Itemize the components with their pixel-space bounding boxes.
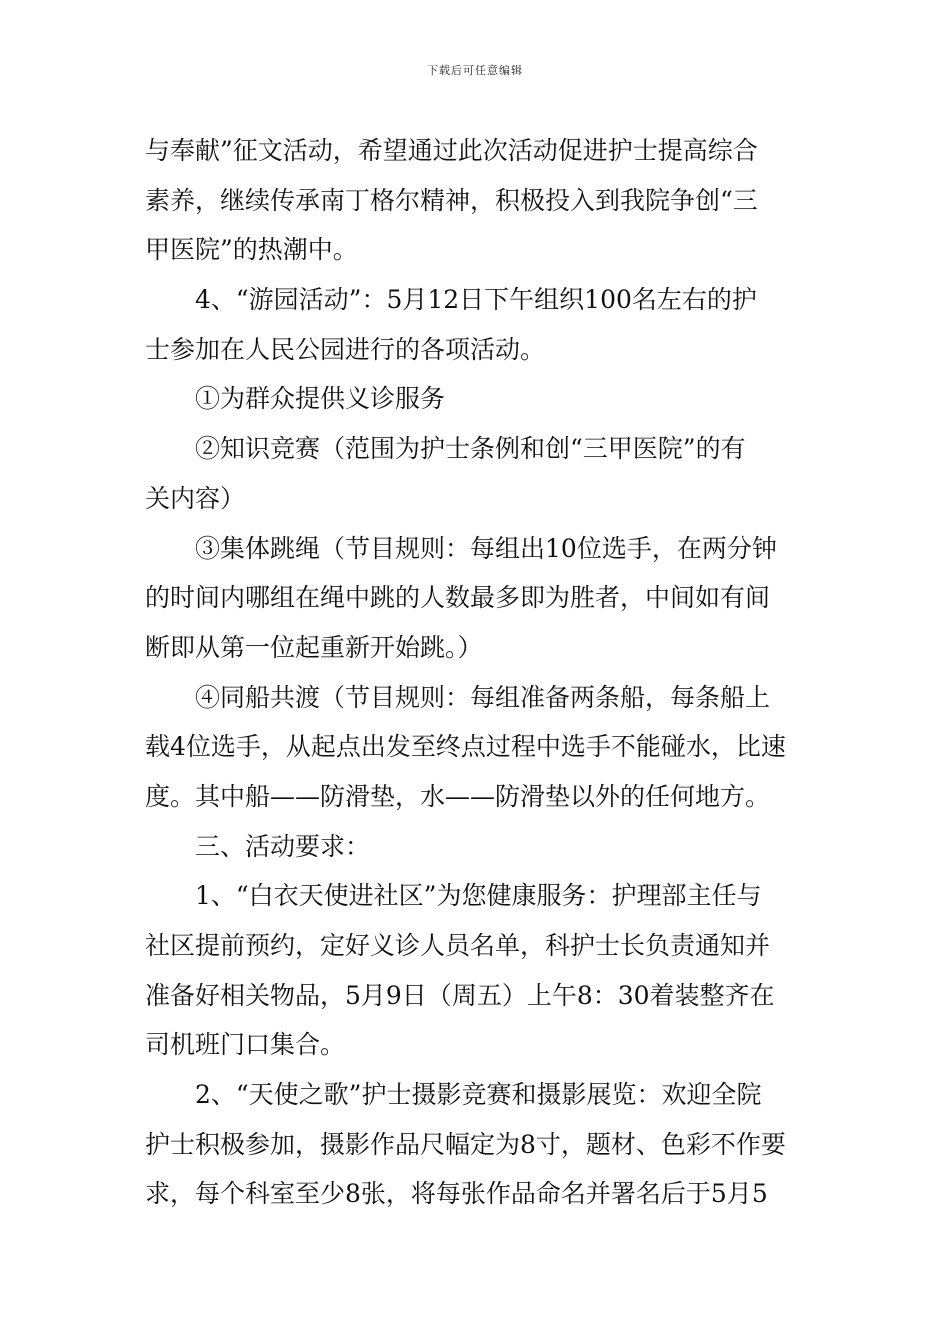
text-line: 士参加在人民公园进行的各项活动。 [145,334,546,364]
text-line: ③集体跳绳（节目规则：每组出10位选手，在两分钟 [195,533,777,563]
section-heading: 三、活动要求： [195,831,371,861]
text-line: 度。其中船——防滑垫，水——防滑垫以外的任何地方。 [145,781,771,811]
text-line: 4、“游园活动”：5月12日下午组织100名左右的护 [195,285,757,315]
text-line: 与奉献”征文活动，希望通过此次活动促进护士提高综合 [145,136,758,165]
text-line: 社区提前预约，定好义诊人员名单，科护士长负责通知并 [145,931,771,960]
text-line: 1、“白衣天使进社区”为您健康服务：护理部主任与 [195,881,762,911]
text-line: 司机班门口集合。 [145,1030,346,1060]
text-line: 护士积极参加，摄影作品尺幅定为8寸，题材、色彩不作要 [145,1129,786,1159]
text-line: 2、“天使之歌”护士摄影竞赛和摄影展览：欢迎全院 [195,1080,762,1110]
text-line: 准备好相关物品，5月9日（周五）上午8：30着装整齐在 [145,980,775,1010]
text-line: 求，每个科室至少8张，将每张作品命名并署名后于5月5 [145,1179,768,1209]
page-header: 下载后可任意编辑 [427,64,523,77]
text-line: ②知识竞赛（范围为护士条例和创“三甲医院”的有 [195,434,746,464]
text-line: 断即从第一位起重新开始跳。） [145,632,483,662]
text-line: 载4位选手，从起点出发至终点过程中选手不能碰水，比速 [145,732,786,762]
text-line: 甲医院”的热潮中。 [145,235,358,265]
text-line: 关内容） [145,483,246,513]
text-line: ④同船共渡（节目规则：每组准备两条船，每条船上 [195,682,771,712]
text-line: ①为群众提供义诊服务 [195,384,446,414]
document-body [145,126,810,1219]
text-line: 的时间内哪组在绳中跳的人数最多即为胜者，中间如有间 [145,583,771,613]
text-line: 素养，继续传承南丁格尔精神，积极投入到我院争创“三 [145,185,758,215]
